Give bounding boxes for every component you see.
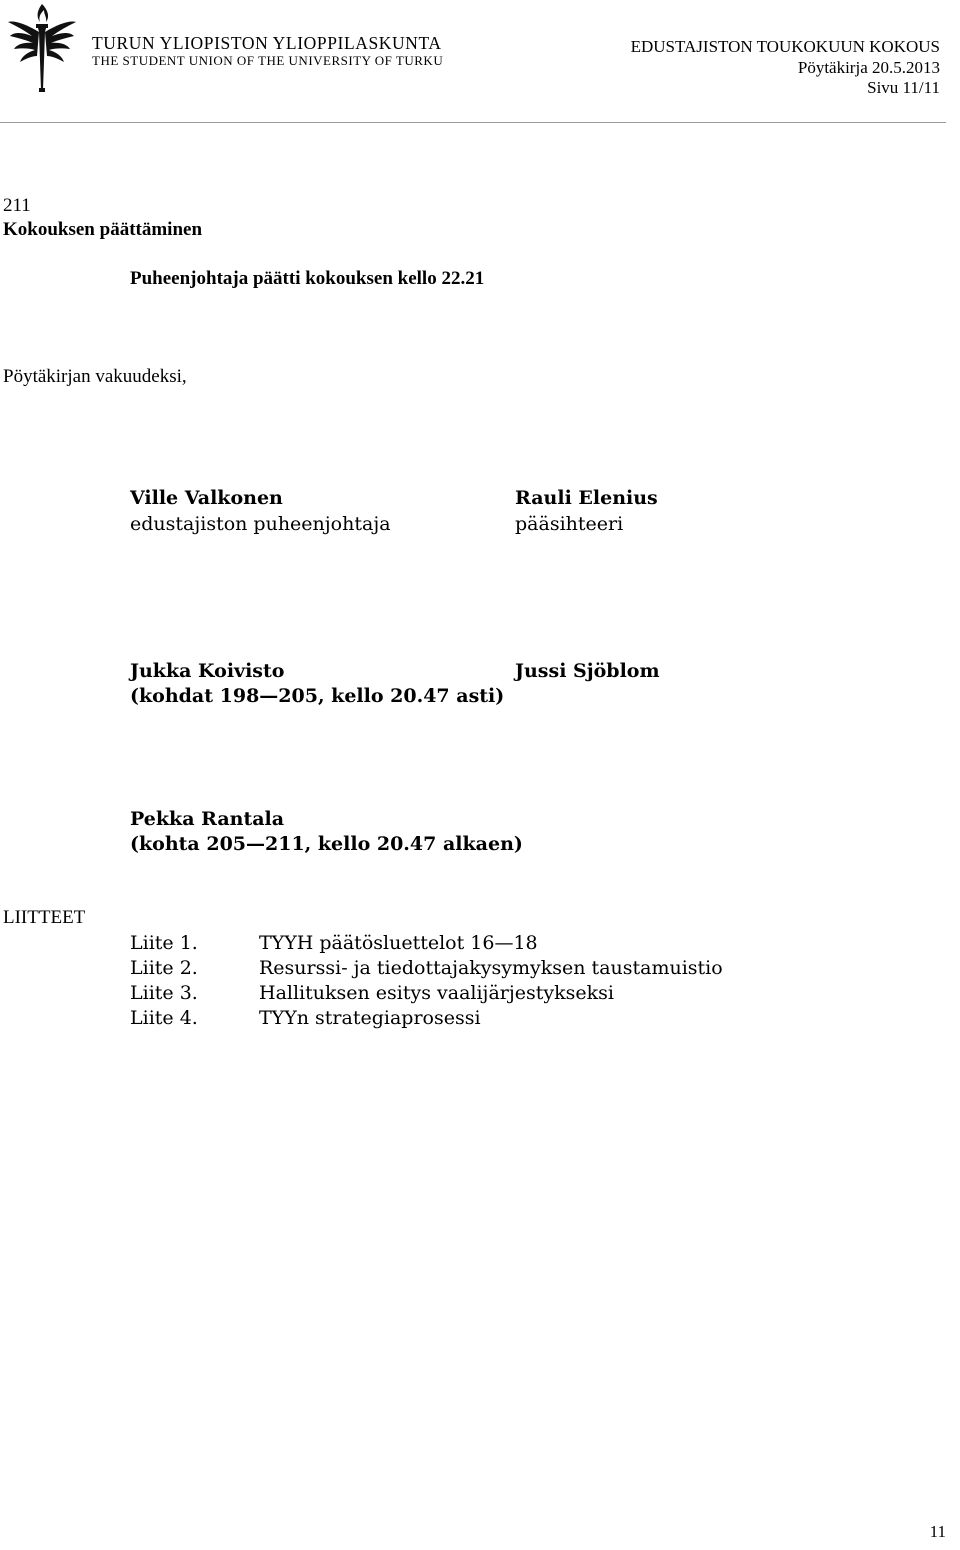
appendix-title: Hallituksen esitys vaalijärjestykseksi	[259, 982, 614, 1004]
signatory-secretary-name: Rauli Elenius	[515, 487, 658, 509]
page-indicator: Sivu 11/11	[867, 78, 940, 97]
signatory-secretary-role: pääsihteeri	[515, 513, 624, 535]
appendix-label: Liite 4.	[130, 1007, 198, 1029]
meeting-title: EDUSTAJISTON TOUKOKUUN KOKOUS	[630, 37, 940, 56]
appendix-label: Liite 1.	[130, 932, 198, 954]
section-number: 211	[3, 195, 31, 216]
minutes-date: Pöytäkirja 20.5.2013	[797, 58, 940, 77]
appendix-title: Resurssi- ja tiedottajakysymyksen taustamuistio	[259, 957, 723, 979]
section-body: Puheenjohtaja päätti kokouksen kello 22.21	[130, 268, 485, 289]
organization-name-finnish: TURUN YLIOPISTON YLIOPPILASKUNTA	[92, 33, 442, 53]
appendix-label: Liite 3.	[130, 982, 198, 1004]
appendix-title: TYYH päätösluettelot 16—18	[259, 932, 538, 954]
student-union-torch-logo-icon	[6, 2, 78, 94]
organization-name-english: THE STUDENT UNION OF THE UNIVERSITY OF TURKU	[92, 53, 444, 68]
footer-page-number: 11	[929, 1522, 946, 1541]
appendix-title: TYYn strategiaprosessi	[259, 1007, 481, 1029]
scrutineer-1-note: (kohdat 198—205, kello 20.47 asti)	[130, 685, 505, 707]
scrutineer-2-name: Jussi Sjöblom	[515, 660, 660, 682]
appendices-heading: LIITTEET	[3, 907, 86, 928]
appendix-label: Liite 2.	[130, 957, 198, 979]
attestation-intro: Pöytäkirjan vakuudeksi,	[3, 366, 187, 387]
scrutineer-3-note: (kohta 205—211, kello 20.47 alkaen)	[130, 833, 523, 855]
scrutineer-3-name: Pekka Rantala	[130, 808, 285, 830]
section-title: Kokouksen päättäminen	[3, 219, 203, 240]
signatory-chair-role: edustajiston puheenjohtaja	[130, 513, 391, 535]
signatory-chair-name: Ville Valkonen	[130, 487, 283, 509]
header-divider	[0, 122, 946, 123]
scrutineer-1-name: Jukka Koivisto	[130, 660, 285, 682]
